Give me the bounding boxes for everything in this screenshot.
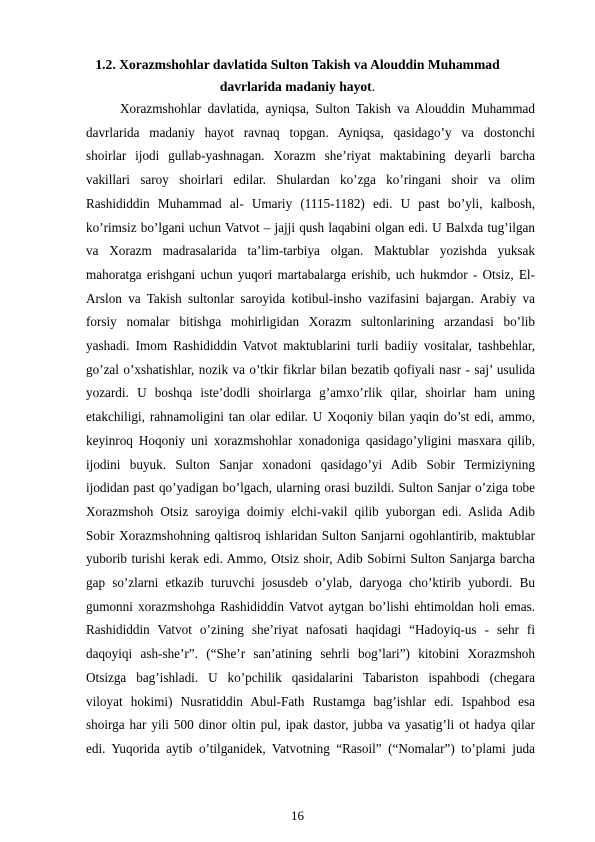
- paragraph-line: ijodini buyuk. Sulton Sanjar xonadoni qasidago’yi Adib Sobir Termiziyning: [86, 456, 535, 472]
- paragraph-line: Xorazmshoh Otsiz saroyiga doimiy elchi-vakil qilib yuborgan edi. Aslida Adib: [86, 503, 535, 519]
- paragraph-line: edi. Yuqorida aytib o’tilganidek, Vatvotning “Rasoil” (“Nomalar”) to’plami juda: [86, 740, 535, 756]
- paragraph-line: etakchiligi, rahnamoligini tan olar edilar. U Xoqoniy bilan yaqin do’st edi, ammo,: [86, 409, 535, 425]
- paragraph-line: Otsizga bag’ishladi. U ko’pchilik qasidalarini Tabariston ispahbodi (chegara: [86, 669, 535, 685]
- paragraph-line: Rashididdin Vatvot o’zining she’riyat nafosati haqidagi “Hadoyiq-us - sehr fi: [86, 622, 535, 638]
- paragraph-line: Xorazmshohlar davlatida, ayniqsa, Sulton Takish va Alouddin Muhammad: [120, 101, 535, 116]
- paragraph-line: davrlarida madaniy hayot ravnaq topgan. Ayniqsa, qasidago’y va dostonchi: [86, 124, 535, 140]
- paragraph-line: gap so’zlarni etkazib turuvchi josusdeb o’ylab, daryoga cho’ktirib yubordi. Bu: [86, 575, 535, 591]
- paragraph-line: Arslon va Takish sultonlar saroyida kotibul-insho vazifasini bajargan. Arabiy va: [86, 290, 535, 306]
- paragraph-line: shoirga har yili 500 dinor oltin pul, ipak dastor, jubba va yasatig’li ot hadya qilar: [86, 717, 535, 733]
- heading-line-2-text: davrlarida madaniy hayot: [219, 79, 372, 94]
- paragraph-line: ijodidan past qo’yadigan bo’lgach, ularning orasi buzildi. Sulton Sanjar o’ziga tobe: [86, 480, 535, 496]
- paragraph-line: va Xorazm madrasalarida ta’lim-tarbiya olgan. Maktublar yozishda yuksak: [86, 243, 535, 259]
- section-heading: [60, 54, 535, 98]
- page-number: 16: [291, 808, 304, 823]
- heading-line-2: [60, 76, 535, 98]
- paragraph-line: yuborib turishi kerak edi. Ammo, Otsiz shoir, Adib Sobirni Sulton Sanjarga barcha: [86, 551, 535, 567]
- paragraph-line: yashadi. Imom Rashididdin Vatvot maktublarini turli badiiy vositalar, tashbehlar,: [86, 338, 535, 354]
- paragraph-line: yozardi. U boshqa iste’dodli shoirlarga g’amxo’rlik qilar, shoirlar ham uning: [86, 385, 535, 401]
- paragraph-line: forsiy nomalar bitishga mohirligidan Xorazm sultonlarining arzandasi bo’lib: [86, 314, 535, 330]
- paragraph-line: go’zal o’xshatishlar, nozik va o’tkir fikrlar bilan bezatib qofiyali nasr - saj’ usulida: [86, 361, 535, 377]
- paragraph-line: Rashididdin Muhammad al- Umariy (1115-1182) edi. U past bo’yli, kalbosh,: [86, 195, 535, 211]
- paragraph-line: keyinroq Hoqoniy uni xorazmshohlar xonadoniga qasidago’yligini masxara qilib,: [86, 432, 535, 448]
- paragraph-line: mahoratga erishgani uchun yuqori martabalarga erishib, uch hukmdor - Otsiz, El-: [86, 266, 535, 282]
- heading-line-1: 1.2. Xorazmshohlar davlatida Sulton Takish va Alouddin Muhammad: [95, 57, 500, 72]
- paragraph-line: shoirlar ijodi gullab-yashnagan. Xorazm she’riyat maktabining deyarli barcha: [86, 148, 535, 164]
- heading-period: .: [371, 79, 376, 94]
- paragraph-line: vakillari saroy shoirlari edilar. Shulardan ko’zga ko’ringani shoir va olim: [86, 172, 535, 188]
- paragraph-line: gumonni xorazmshohga Rashididdin Vatvot aytgan bo’lishi ehtimoldan holi emas.: [86, 598, 535, 614]
- body-paragraph: [86, 97, 535, 761]
- paragraph-line: Sobir Xorazmshohning qaltisroq ishlaridan Sulton Sanjarni ogohlantirib, maktublar: [86, 527, 535, 543]
- paragraph-line: viloyat hokimi) Nusratiddin Abul-Fath Rustamga bag’ishlar edi. Ispahbod esa: [86, 693, 535, 709]
- paragraph-line: daqoyiqi ash-she’r”. (“She’r san’atining sehrli bog’lari”) kitobini Xorazmshoh: [86, 646, 535, 662]
- paragraph-line: ko’rimsiz bo’lgani uchun Vatvot – jajji qush laqabini olgan edi. U Balxda tug’ilgan: [86, 219, 535, 235]
